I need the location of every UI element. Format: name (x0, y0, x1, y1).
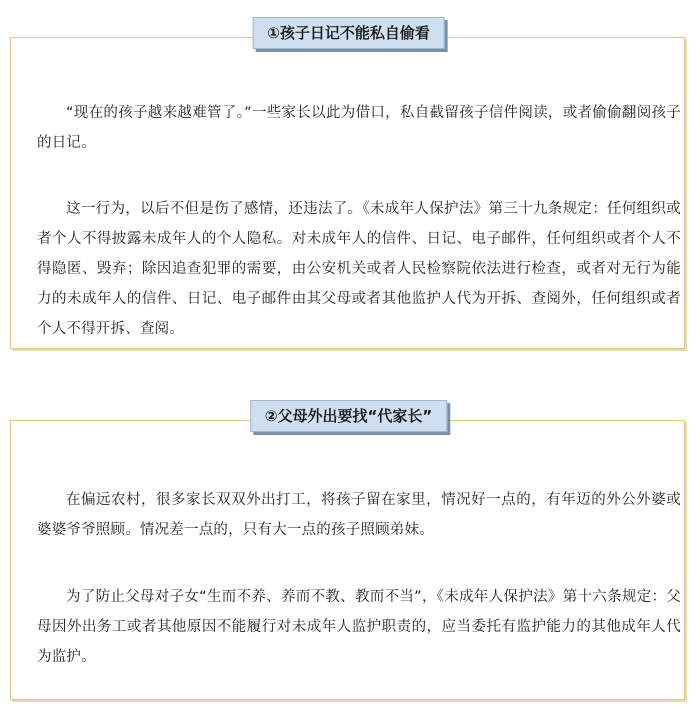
paragraph: 在偏远农村，很多家长双双外出打工，将孩子留在家里，情况好一点的，有年迈的外公外婆或婆婆爷爷照顾。情况差一点的，只有大一点的孩子照顾弟妹。 (37, 492, 681, 538)
paragraph: “现在的孩子越来越难管了。”一些家长以此为借口，私自截留孩子信件阅读，或者偷偷翻阅孩子的日记。 (37, 105, 681, 151)
section-title: ②父母外出要找“代家长” (250, 400, 447, 432)
section-title: ①孩子日记不能私自偷看 (252, 17, 445, 49)
paragraph: 为了防止父母对子女“生而不养、养而不教、教而不当”，《未成年人保护法》第十六条规定：父母因外出务工或者其他原因不能履行对未成年人监护职责的，应当委托有监护能力的其他成年人代为监护。 (37, 589, 681, 665)
section-card (10, 37, 685, 349)
paragraph: 这一行为，以后不但是伤了感情，还违法了。《未成年人保护法》第三十九条规定：任何组织或者个人不得披露未成年人的个人隐私。对未成年人的信件、日记、电子邮件，任何组织或者个人不得隐匿、毁弃；除因追查犯罪的需要，由公安机关或者人民检察院依法进行检查，或者对无行为能力的未成年人的信件、日记、电子邮件由其父母或者其他监护人代为开拆、查阅外，任何组织或者个人不得开拆、查阅。 (37, 201, 681, 337)
section-card (10, 420, 685, 700)
